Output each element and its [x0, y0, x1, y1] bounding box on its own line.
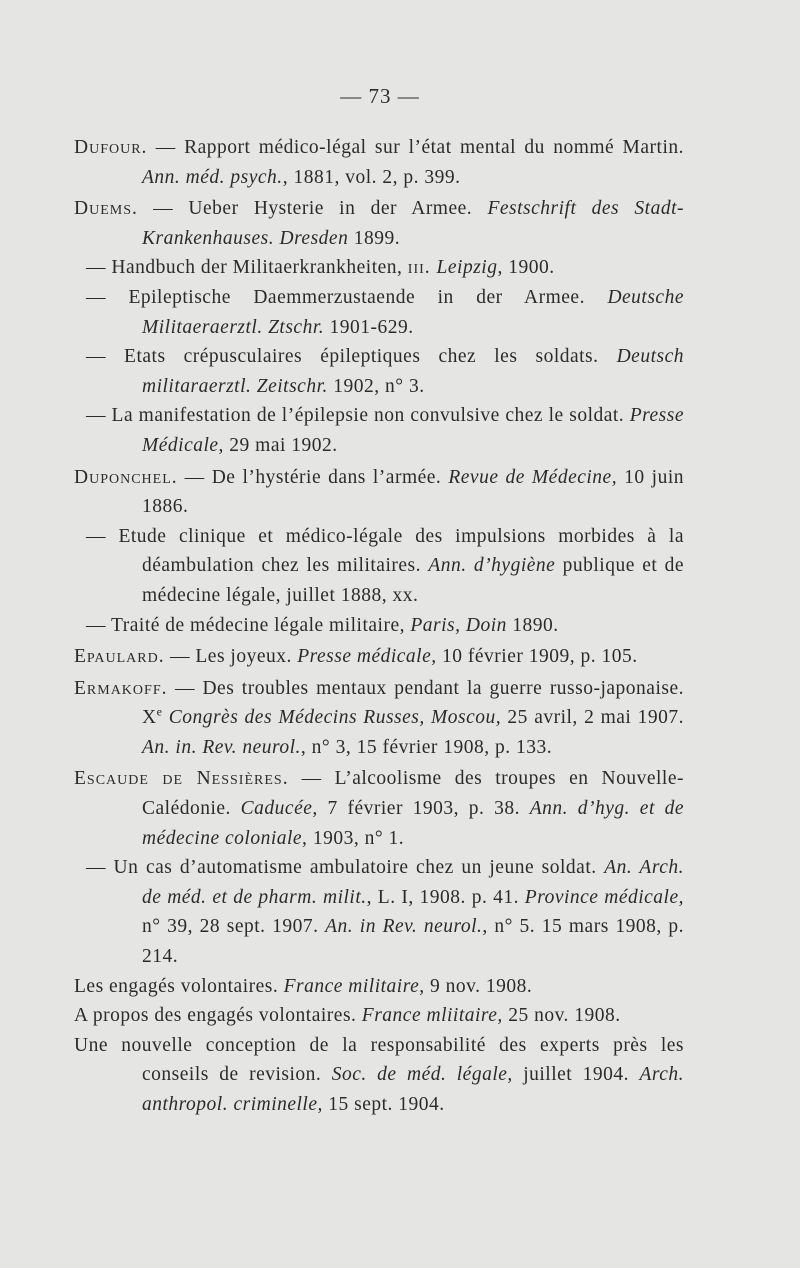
entry-source-tertiary: An. in Rev. neurol.	[325, 916, 483, 938]
entry-source: Congrès des Médecins Russes, Moscou,	[162, 707, 502, 729]
entry-title: — Rapport médico-légal sur l’état mental du nommé Martin.	[147, 137, 684, 158]
entry-title: — Traité de médecine légale militaire,	[86, 614, 411, 636]
bibliography-entry	[74, 133, 684, 192]
entry-title: — De l’hystérie dans l’armée.	[177, 466, 449, 488]
entry-title: — Etats crépusculaires épileptiques chez les soldats.	[86, 346, 617, 368]
entry-details: , 29 mai 1902.	[218, 434, 338, 456]
bibliography-entry	[74, 194, 684, 253]
entry-details: , L. I, 1908. p. 41.	[366, 886, 525, 908]
entry-details-secondary: , n° 3, 15 février 1908, p. 133.	[300, 736, 553, 758]
entry-title: — Etude clinique et médico-légale des impulsions morbides à la déambulation chez les militaires.	[86, 525, 684, 577]
entry-source: An. Arch. de méd. et de pharm. milit.	[142, 857, 684, 908]
entry-author: Ermakoff.	[74, 677, 168, 699]
entry-details: 7 février 1903, p. 38.	[317, 798, 530, 820]
entry-source-secondary: Ann. d’hyg. et de médecine coloniale,	[142, 798, 684, 849]
bibliography-entry	[74, 764, 684, 853]
entry-details: juillet 1904.	[512, 1064, 640, 1086]
entry-details: 25 nov. 1908.	[502, 1005, 621, 1027]
entry-title: Les engagés volontaires.	[74, 975, 284, 997]
entry-details-secondary: 1903, n° 1.	[307, 827, 405, 849]
entry-title: — Un cas d’automatisme ambulatoire chez un jeune soldat.	[86, 857, 605, 879]
bibliography-entry	[74, 674, 684, 763]
entry-details-secondary: n° 39, 28 sept. 1907.	[142, 916, 326, 938]
entry-volume: iii.	[407, 257, 437, 279]
entry-details: 1901-629.	[324, 316, 414, 338]
entry-details: 1899.	[348, 227, 401, 249]
entry-details: 10 juin 1886.	[142, 466, 684, 518]
entry-source: Ann. méd. psych.	[142, 166, 283, 188]
entry-author: Dufour.	[74, 137, 148, 158]
entry-details: 10 février 1909, p. 105.	[436, 646, 638, 668]
entry-title: — Epileptische Daemmerzustaende in der Armee.	[86, 286, 608, 308]
entry-source: Deutsche Militaeraerztl. Ztschr.	[142, 286, 684, 338]
entry-superscript: e	[156, 704, 163, 719]
entry-author: Escaude de Nessières.	[74, 768, 289, 790]
bibliography-entry	[74, 642, 684, 672]
entry-source: France militaire,	[283, 975, 425, 997]
entry-source: Caducée,	[240, 798, 318, 820]
entry-details: 9 nov. 1908.	[424, 975, 533, 997]
entry-details: 25 avril, 2 mai 1907.	[501, 707, 684, 729]
entry-details-secondary: 15 sept. 1904.	[322, 1094, 445, 1115]
entry-details: 1902, n° 3.	[327, 375, 425, 397]
entry-source: Deutsch militaraerztl. Zeitschr.	[142, 346, 684, 397]
entry-details: publique et de médecine légale, juillet 1888, xx.	[142, 555, 684, 606]
entry-source: Presse Médicale	[142, 405, 684, 456]
entry-title: A propos des engagés volontaires.	[74, 1005, 362, 1027]
entry-source: Festschrift des Stadt-Krankenhauses. Dresden	[142, 198, 684, 249]
page-number: — 73 —	[340, 84, 420, 108]
bibliography-entry	[74, 853, 684, 971]
entry-details-tertiary: , n° 5. 15 mars 1908, p. 214.	[142, 916, 684, 968]
entry-source: France mliitaire,	[361, 1005, 503, 1027]
entry-title: Une nouvelle conception de la responsabilité des experts près les conseils de revision.	[74, 1034, 684, 1086]
entry-author: Duponchel.	[74, 466, 178, 488]
entry-author: Epaulard.	[74, 646, 165, 668]
bibliography-entry	[74, 342, 684, 401]
entry-source: Soc. de méd. légale,	[331, 1064, 513, 1086]
entry-source-secondary: Province médicale,	[524, 886, 685, 908]
entry-title: — Les joyeux.	[164, 646, 298, 668]
entry-title: — Des troubles mentaux pendant la guerre russo-japonaise. X	[142, 677, 684, 729]
bibliography-entry	[74, 1031, 684, 1120]
bibliography-entry	[74, 401, 684, 460]
entry-title: — Ueber Hysterie in der Armee.	[137, 198, 488, 220]
entry-source-secondary: Arch. anthropol. criminelle,	[142, 1064, 684, 1115]
bibliography-entry	[74, 463, 684, 522]
bibliography-entry	[74, 283, 684, 342]
bibliography-list	[74, 133, 684, 1120]
entry-title: — Handbuch der Militaerkrankheiten,	[86, 257, 408, 279]
entry-source: Leipzig	[436, 257, 498, 279]
entry-author: Duems.	[74, 198, 138, 220]
entry-source: Presse médicale,	[297, 646, 437, 668]
bibliography-entry	[74, 522, 684, 611]
entry-details: 1890.	[506, 614, 559, 636]
bibliography-entry	[74, 253, 684, 283]
entry-source-secondary: An. in. Rev. neurol.	[142, 736, 301, 758]
bibliography-entry	[74, 611, 684, 641]
entry-source: Paris, Doin	[410, 614, 507, 636]
entry-title: — L’alcoolisme des troupes en Nouvelle-Calédonie.	[142, 768, 684, 820]
entry-details: , 1900.	[497, 257, 555, 279]
entry-source: Revue de Médecine,	[448, 466, 618, 488]
entry-source: Ann. d’hygiène	[428, 555, 556, 577]
bibliography-entry	[74, 1001, 684, 1031]
entry-details: , 1881, vol. 2, p. 399.	[282, 166, 461, 188]
entry-title: — La manifestation de l’épilepsie non convulsive chez le soldat.	[86, 405, 630, 427]
bibliography-entry	[74, 972, 684, 1002]
